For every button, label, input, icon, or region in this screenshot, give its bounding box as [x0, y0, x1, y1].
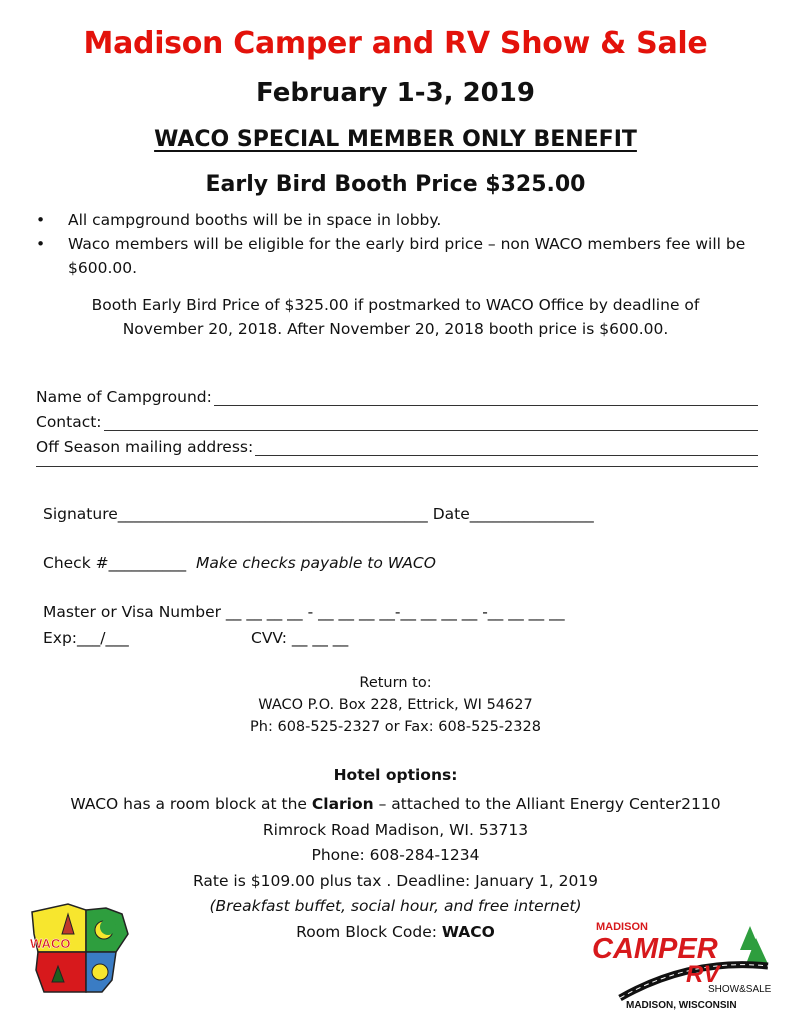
- return-label: Return to:: [359, 675, 432, 691]
- contact-field[interactable]: [36, 409, 758, 431]
- event-dates: February 1-3, 2019: [256, 78, 535, 108]
- benefit-heading-text: WACO SPECIAL MEMBER ONLY BENEFIT: [154, 127, 637, 152]
- early-bird-price: Early Bird Booth Price $325.00: [205, 172, 586, 197]
- waco-logo-text: WACO: [30, 936, 71, 951]
- bullet-item: • Waco members will be eligible for the early bird price – non WACO members fee will be $600.00.: [36, 232, 756, 280]
- hotel-amenities-text: (Breakfast buffet, social hour, and free internet): [209, 897, 582, 915]
- show-logo-sale: SHOW&SALE: [708, 984, 772, 995]
- cvv-field[interactable]: CVV: __ __ __: [251, 629, 349, 647]
- hotel-name: Clarion: [311, 795, 374, 813]
- return-address: WACO P.O. Box 228, Ettrick, WI 54627: [258, 697, 533, 713]
- camper-rv-show-logo: [590, 918, 782, 1012]
- show-logo-madison: MADISON: [596, 921, 648, 933]
- check-label[interactable]: Check #__________: [43, 554, 187, 572]
- hotel-heading: Hotel options:: [333, 766, 458, 784]
- show-logo-rv: RV: [686, 961, 720, 988]
- waco-logo: [24, 896, 148, 1000]
- address-field[interactable]: [36, 434, 758, 456]
- room-block-value: WACO: [441, 922, 495, 941]
- hotel-line-1-pre: WACO has a room block at the: [70, 795, 312, 813]
- address-line[interactable]: [255, 440, 758, 456]
- exp-field[interactable]: Exp:___/___: [43, 629, 129, 647]
- hotel-rate: Rate is $109.00 plus tax . Deadline: January 1, 2019: [192, 871, 599, 890]
- contact-line[interactable]: [104, 415, 758, 431]
- hotel-address: Rimrock Road Madison, WI. 53713: [262, 820, 529, 839]
- card-number-row[interactable]: Master or Visa Number __ __ __ __ - __ __ __ __-__ __ __ __ -__ __ __ __: [43, 603, 565, 621]
- room-block-label: Room Block Code:: [296, 922, 442, 941]
- return-address-block: [0, 672, 791, 738]
- show-logo-camper: CAMPER: [592, 933, 718, 965]
- hotel-line-1: [0, 792, 791, 818]
- return-phone: Ph: 608-525-2327 or Fax: 608-525-2328: [250, 719, 541, 735]
- address-label: Off Season mailing address:: [36, 438, 254, 456]
- address-line-2[interactable]: [36, 466, 758, 467]
- check-row: [43, 554, 436, 572]
- campground-label: Name of Campground:: [36, 388, 212, 406]
- check-note: Make checks payable to WACO: [195, 554, 436, 572]
- campground-field[interactable]: [36, 384, 758, 406]
- deadline-text: Booth Early Bird Price of $325.00 if postmarked to WACO Office by deadline of November 20, 2018. After November 20, 2018 booth price is $600.00.: [91, 296, 700, 338]
- page-title: Madison Camper and RV Show & Sale: [83, 26, 708, 61]
- info-bullets: [36, 208, 756, 280]
- hotel-line-1-post: – attached to the Alliant Energy Center2110: [373, 795, 721, 813]
- show-logo-location: MADISON, WISCONSIN: [626, 1000, 737, 1011]
- campground-line[interactable]: [214, 390, 758, 406]
- contact-label: Contact:: [36, 413, 102, 431]
- bullet-item: • All campground booths will be in space in lobby.: [36, 208, 756, 232]
- hotel-phone: Phone: 608-284-1234: [311, 846, 480, 864]
- benefit-heading: [0, 127, 791, 152]
- signature-row[interactable]: Signature________________________________________ Date________________: [43, 505, 594, 523]
